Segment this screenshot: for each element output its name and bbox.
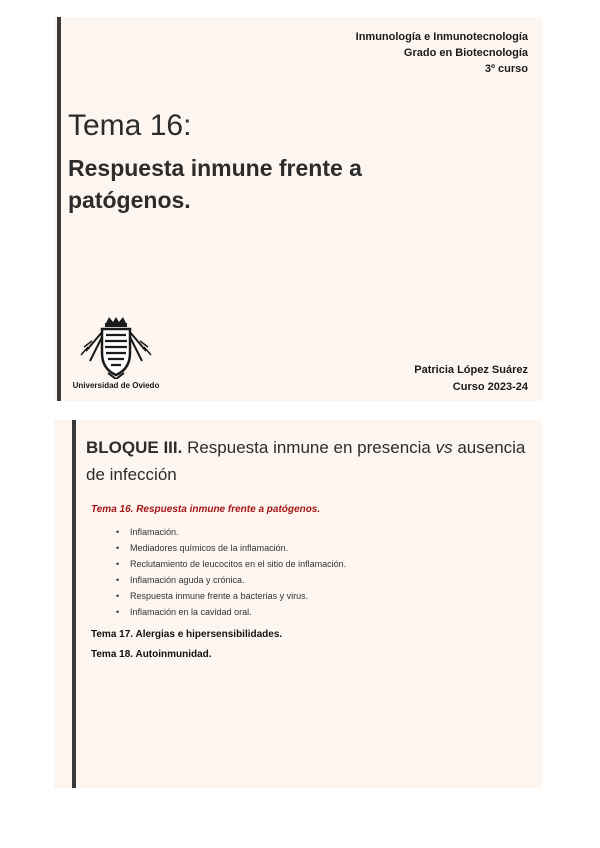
- academic-year: Curso 2023-24: [452, 381, 528, 393]
- university-crest-icon: [78, 317, 154, 379]
- page-subtitle: Respuesta inmune frente a patógenos.: [68, 155, 362, 213]
- list-item: • Respuesta inmune frente a bacterias y virus.: [112, 588, 346, 604]
- list-item: • Reclutamiento de leucocitos en el sitio de inflamación.: [112, 556, 346, 572]
- block-label: BLOQUE III.: [86, 438, 183, 457]
- author-name: Patricia López Suárez: [414, 364, 528, 376]
- slide-accent-bar: [72, 420, 76, 788]
- author-info: [414, 362, 528, 396]
- slide-outline: [54, 420, 542, 788]
- university-name: Universidad de Oviedo: [72, 381, 160, 390]
- list-item: • Inflamación.: [112, 524, 346, 540]
- list-item: • Inflamación aguda y crónica.: [112, 572, 346, 588]
- topic-bullet-list: [112, 524, 346, 620]
- slide-title: [54, 17, 542, 401]
- university-logo: [66, 317, 166, 390]
- active-topic: Tema 16. Respuesta inmune frente a patógenos.: [91, 504, 321, 515]
- list-item: • Mediadores químicos de la inflamación.: [112, 540, 346, 556]
- course-info: [356, 29, 528, 77]
- page-title: Tema 16:: [68, 109, 192, 142]
- block-title-vs: vs: [435, 438, 453, 457]
- course-year: 3º curso: [484, 63, 528, 75]
- course-subject: Inmunología e Inmunotecnología: [355, 31, 528, 43]
- block-title: [86, 434, 536, 488]
- topic-17: Tema 17. Alergias e hipersensibilidades.: [91, 629, 283, 640]
- course-degree: Grado en Biotecnología: [403, 47, 528, 59]
- block-title-part-b: ausencia de infección: [86, 438, 526, 484]
- topic-18: Tema 18. Autoinmunidad.: [91, 649, 212, 660]
- list-item: • Inflamación en la cavidad oral.: [112, 604, 346, 620]
- slide-accent-bar: [57, 17, 61, 401]
- block-title-part-a: Respuesta inmune en presencia: [182, 438, 436, 457]
